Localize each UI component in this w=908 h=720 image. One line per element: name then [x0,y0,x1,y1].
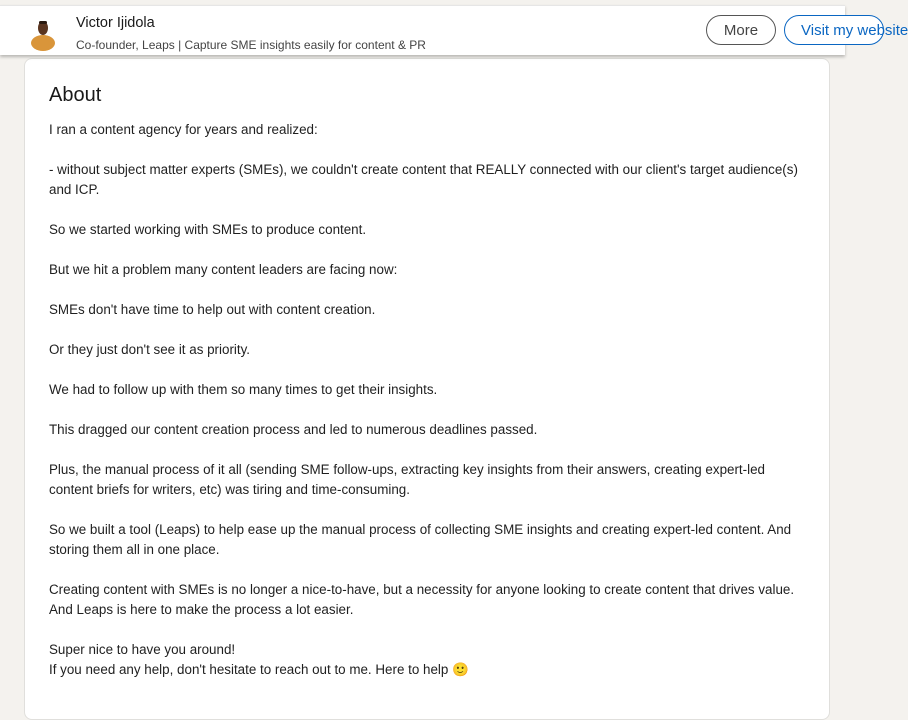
profile-photo-icon [28,17,58,47]
about-paragraph: I ran a content agency for years and realized: [49,122,318,137]
profile-headline: Co-founder, Leaps | Capture SME insights easily for content & PR [76,38,426,52]
more-button[interactable]: More [706,15,776,45]
about-text [49,120,799,700]
about-paragraph: SMEs don't have time to help out with content creation. [49,302,376,317]
about-paragraph: So we built a tool (Leaps) to help ease up the manual process of collecting SME insights and creating expert-led content. And storing them all in one place. [49,522,792,557]
about-paragraph: But we hit a problem many content leaders are facing now: [49,262,398,277]
about-paragraph: - without subject matter experts (SMEs), we couldn't create content that REALLY connected with our client's target audience(s) and ICP. [49,162,798,197]
visit-website-button[interactable]: Visit my website [784,15,884,45]
about-paragraph: This dragged our content creation process and led to numerous deadlines passed. [49,422,538,437]
profile-name[interactable]: Victor Ijidola [76,15,155,31]
about-paragraph: Creating content with SMEs is no longer a nice-to-have, but a necessity for anyone looking to create content that drives value. And Leaps is here to make the process a lot easier. [49,582,795,617]
about-section [24,58,830,720]
sticky-profile-header [0,5,908,55]
about-paragraph: Or they just don't see it as priority. [49,342,251,357]
section-title: About [49,84,102,106]
about-paragraph: So we started working with SMEs to produce content. [49,222,367,237]
about-paragraph: Super nice to have you around! [49,642,236,657]
about-paragraph: We had to follow up with them so many times to get their insights. [49,382,438,397]
avatar[interactable] [28,17,58,47]
about-paragraph: If you need any help, don't hesitate to reach out to me. Here to help 🙂 [49,662,469,677]
about-paragraph: Plus, the manual process of it all (sending SME follow-ups, extracting key insights from their answers, creating expert-led content briefs for writers, etc) was tiring and time-consuming. [49,462,765,497]
